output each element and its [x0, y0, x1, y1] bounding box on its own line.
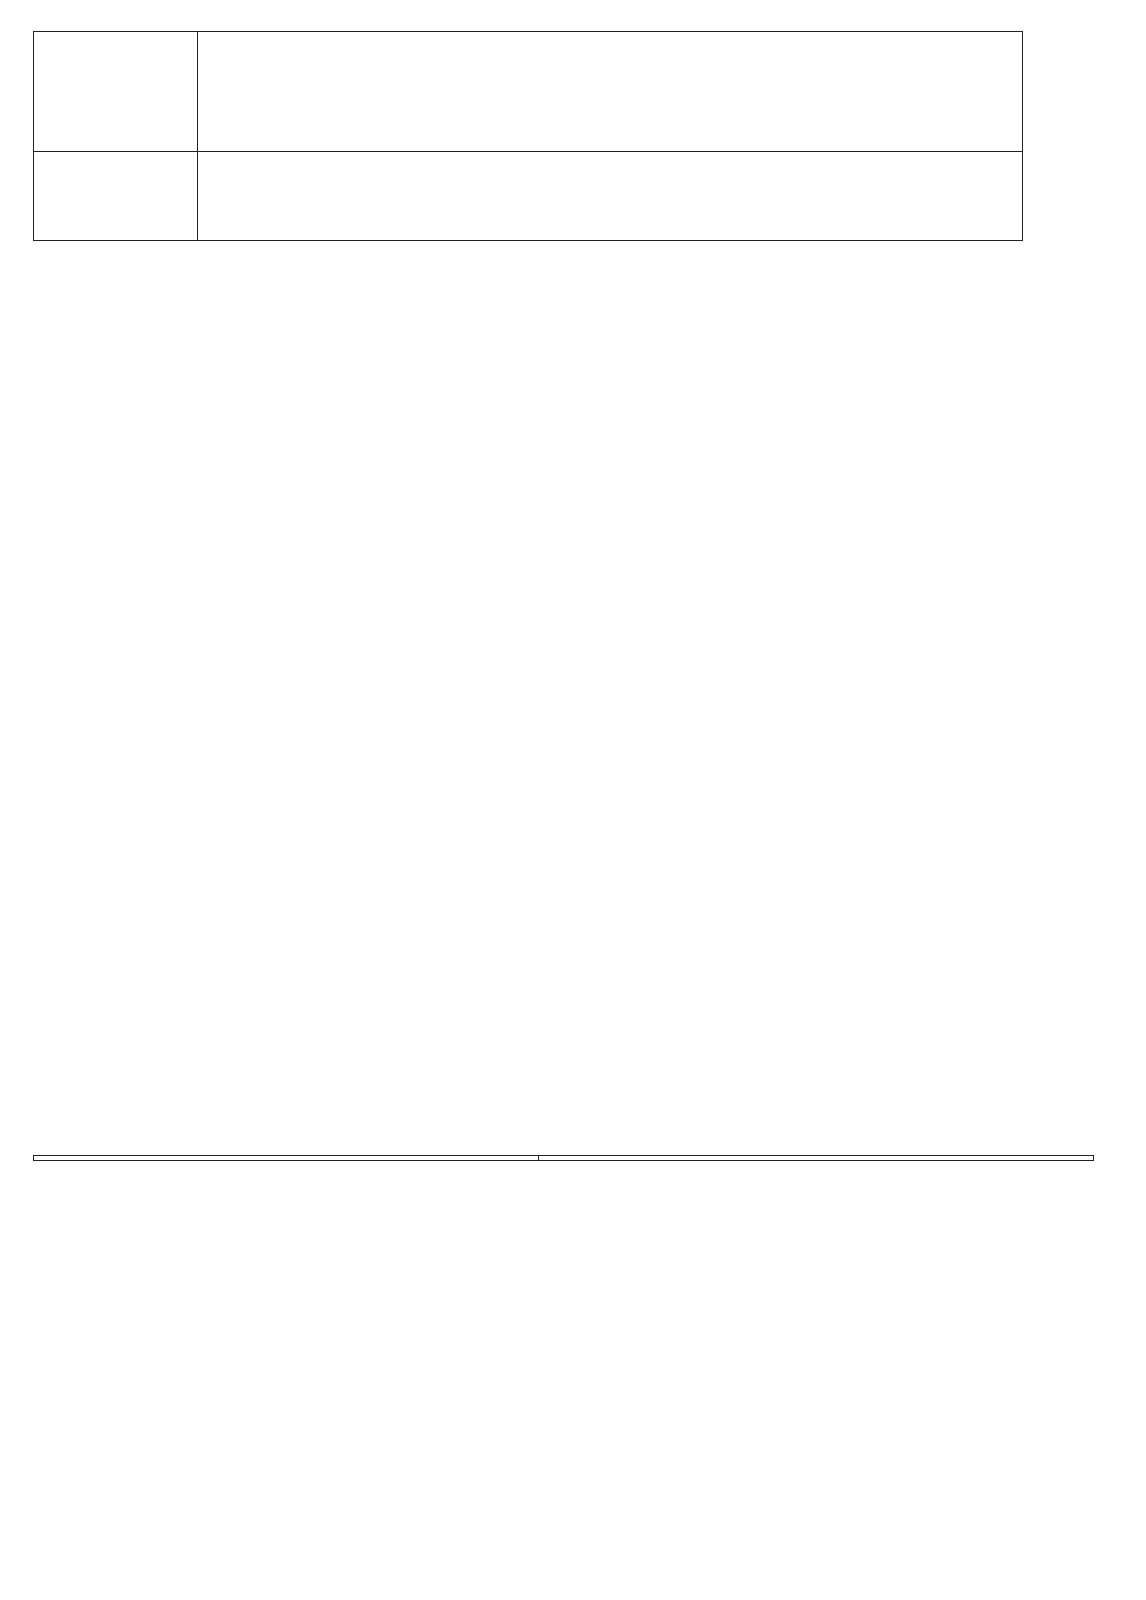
rooms-finishing-table	[33, 31, 1023, 241]
radiators-question	[34, 32, 198, 152]
radiators-answer	[198, 32, 1023, 152]
radiators-row	[34, 32, 1023, 152]
warm-floor-question	[34, 152, 198, 241]
warm-floor-row	[34, 152, 1023, 241]
budget-question	[34, 1156, 539, 1161]
budget-row	[34, 1156, 1094, 1161]
warm-floor-answer	[198, 152, 1023, 241]
budget-table	[33, 1155, 1094, 1161]
budget-answer	[539, 1156, 1094, 1161]
